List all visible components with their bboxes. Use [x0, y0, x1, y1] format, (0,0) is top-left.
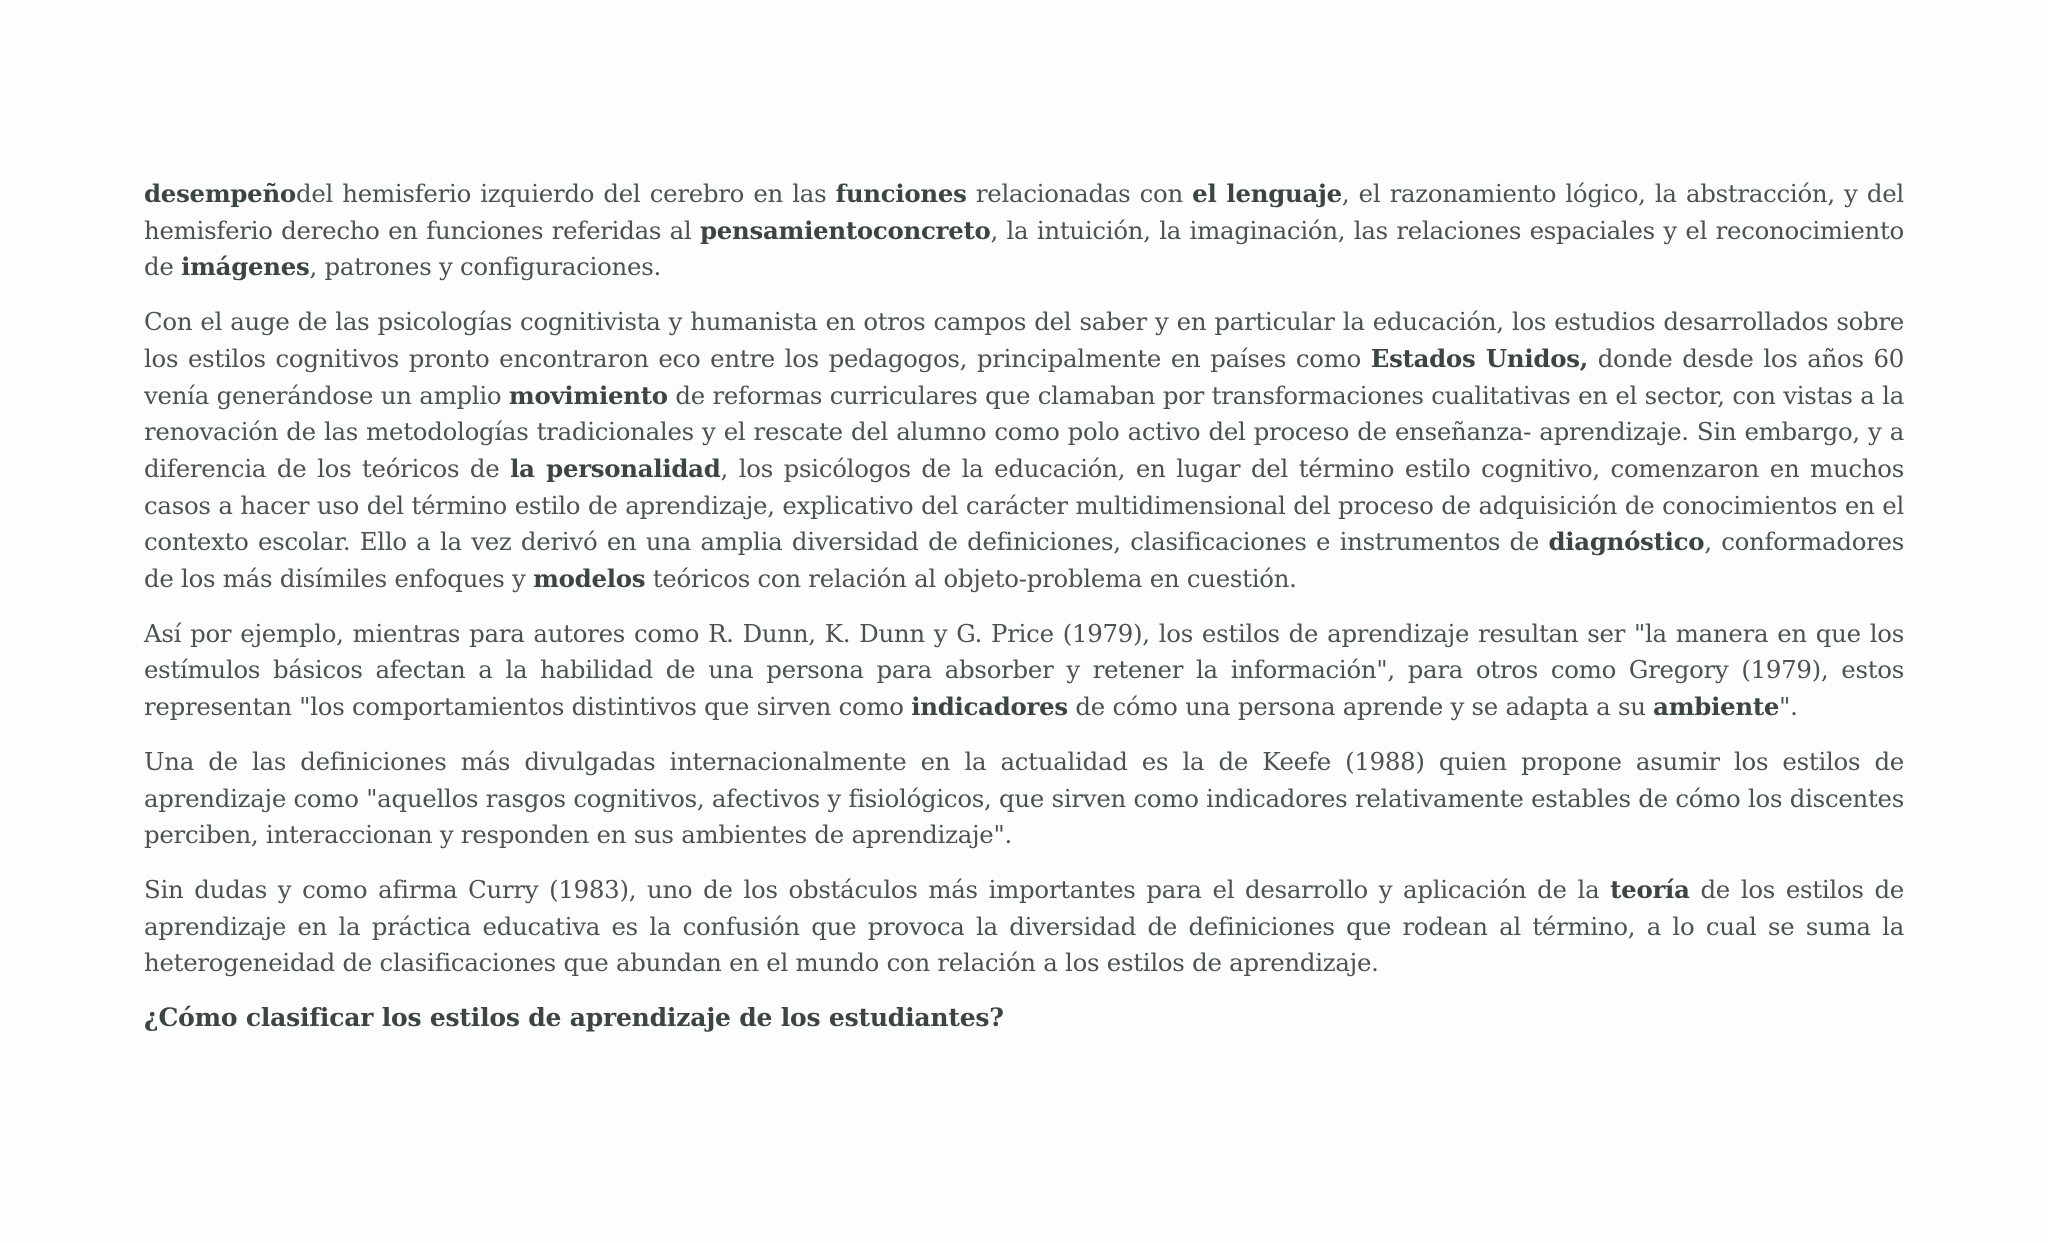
bold-term: indicadores: [911, 692, 1068, 722]
paragraph-hemisferios: [144, 176, 1904, 286]
bold-term: modelos: [533, 564, 646, 594]
bold-term: movimiento: [508, 380, 668, 410]
text-run: de cómo una persona aprende y se adapta a su: [1067, 692, 1654, 722]
text-run: , la intuición, la imaginación, las relaciones espaciales y el reconocimiento de: [144, 215, 1904, 282]
document-body: [144, 176, 1904, 1036]
text-run: teóricos con relación al objeto-problema en cuestión.: [645, 564, 1297, 594]
bold-term: ambiente: [1653, 692, 1780, 722]
bold-term: Estados Unidos,: [1370, 343, 1588, 373]
bold-term: funciones: [835, 179, 967, 208]
text-run: del hemisferio izquierdo del cerebro en las: [295, 179, 836, 208]
text-run: relacionadas con: [966, 179, 1193, 208]
text-run: , patrones y configuraciones.: [309, 252, 661, 282]
bold-term: desempeño: [144, 179, 296, 208]
paragraph-keefe: [144, 744, 1904, 854]
text-run: Así por ejemplo, mientras para autores como R. Dunn, K. Dunn y G. Price (1979), los estilos de aprendizaje resultan ser "la manera en que los estímulos básicos afectan a la habilidad de una persona para absorber y retener la información", para otros como Gregory (1979), estos representan "los comportamientos distintivos que sirven como: [144, 618, 1904, 722]
bold-term: la personalidad: [510, 453, 721, 483]
bold-term: diagnóstico: [1548, 527, 1705, 557]
text-run: de los estilos de aprendizaje en la práctica educativa es la confusión que provoca la diversidad de definiciones que rodean al término, a lo cual se suma la heterogeneidad de clasificaciones que abundan en el mundo con relación a los estilos de aprendizaje.: [144, 874, 1904, 978]
paragraph-auge-psicologias: [144, 304, 1904, 598]
text-run: Sin dudas y como afirma Curry (1983), uno de los obstáculos más importantes para el desarrollo y aplicación de la: [144, 874, 1611, 904]
text-run: ".: [1779, 692, 1798, 722]
paragraph-curry: [144, 872, 1904, 982]
paragraph-dunn-gregory: [144, 616, 1904, 726]
text-run: , conformadores de los más disímiles enfoques y: [144, 527, 1904, 594]
text-run: Con el auge de las psicologías cognitivista y humanista en otros campos del saber y en particular la educación, los estudios desarrollados sobre los estilos cognitivos pronto encontraron eco entre los pedagogos, principalmente en países como: [144, 307, 1904, 373]
bold-term: pensamientoconcreto: [699, 215, 991, 245]
bold-term: imágenes: [181, 252, 310, 282]
text-run: donde desde los años 60 venía generándose un amplio: [144, 343, 1904, 410]
bold-term: teoría: [1610, 874, 1690, 904]
bold-term: el lenguaje: [1192, 179, 1342, 208]
section-heading: ¿Cómo clasificar los estilos de aprendizaje de los estudiantes?: [144, 1003, 1004, 1033]
text-run: , los psicólogos de la educación, en lugar del término estilo cognitivo, comenzaron en muchos casos a hacer uso del término estilo de aprendizaje, explicativo del carácter multidimensional del proceso de adquisición de conocimientos en el contexto escolar. Ello a la vez derivó en una amplia diversidad de definiciones, clasificaciones e instrumentos de: [144, 453, 1904, 557]
text-run: de reformas curriculares que clamaban por transformaciones cualitativas en el sector, con vistas a la renovación de las metodologías tradicionales y el rescate del alumno como polo activo del proceso de enseñanza- aprendizaje. Sin embargo, y a diferencia de los teóricos de: [144, 380, 1904, 483]
text-run: , el razonamiento lógico, la abstracción, y del hemisferio derecho en funciones referidas al: [144, 179, 1904, 245]
text-run: Una de las definiciones más divulgadas internacionalmente en la actualidad es la de Keefe (1988) quien propone asumir los estilos de aprendizaje como "aquellos rasgos cognitivos, afectivos y fisiológicos, que sirven como indicadores relativamente estables de cómo los discentes perciben, interaccionan y responden en sus ambientes de aprendizaje".: [144, 746, 1904, 850]
